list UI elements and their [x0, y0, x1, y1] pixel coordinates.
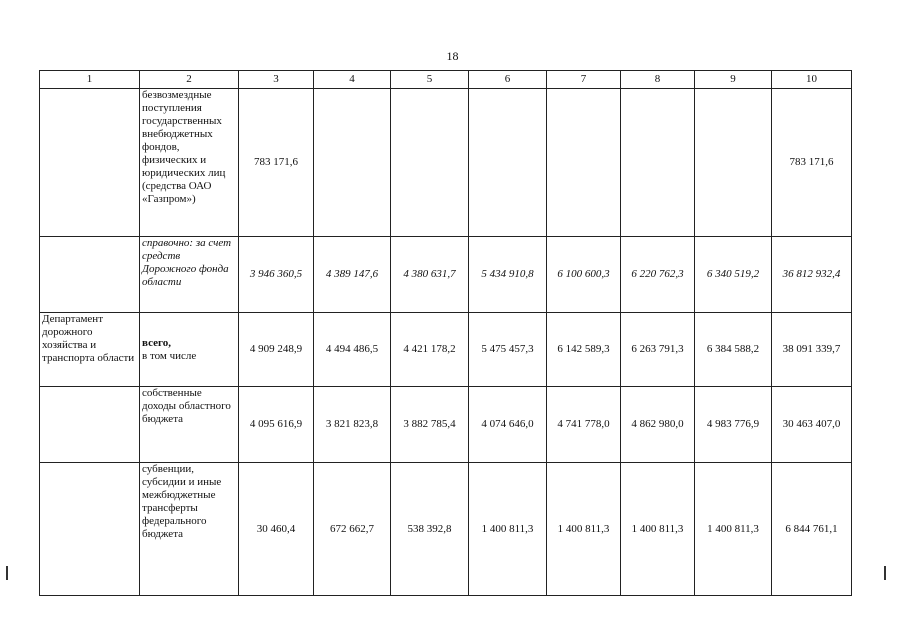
organization-cell — [40, 237, 140, 313]
value-cell: 1 400 811,3 — [469, 463, 547, 596]
value-cell: 6 340 519,2 — [695, 237, 772, 313]
source-cell: безвозмездные поступления государственных внебюджетных фондов, физических и юридических лиц (средства ОАО «Газпром») — [140, 89, 239, 237]
page-number: 18 — [446, 49, 459, 63]
source-cell: справочно: за счет средств Дорожного фонда области — [140, 237, 239, 313]
table-row — [40, 313, 852, 387]
value-cell: 672 662,7 — [314, 463, 391, 596]
table-row — [40, 463, 852, 596]
value-cell: 783 171,6 — [772, 89, 852, 237]
value-cell: 6 100 600,3 — [547, 237, 621, 313]
column-header: 9 — [695, 71, 772, 89]
value-cell: 4 494 486,5 — [314, 313, 391, 387]
value-cell: 1 400 811,3 — [547, 463, 621, 596]
value-cell: 38 091 339,7 — [772, 313, 852, 387]
column-header: 2 — [140, 71, 239, 89]
column-header: 10 — [772, 71, 852, 89]
organization-cell — [40, 89, 140, 237]
table-row — [40, 89, 852, 237]
value-cell: 4 983 776,9 — [695, 387, 772, 463]
value-cell: 6 220 762,3 — [621, 237, 695, 313]
column-header: 8 — [621, 71, 695, 89]
value-cell: 30 463 407,0 — [772, 387, 852, 463]
value-cell: 6 142 589,3 — [547, 313, 621, 387]
source-cell — [140, 313, 239, 387]
value-cell: 4 862 980,0 — [621, 387, 695, 463]
scan-mark — [6, 566, 8, 580]
organization-cell — [40, 463, 140, 596]
value-cell — [314, 89, 391, 237]
value-cell: 6 384 588,2 — [695, 313, 772, 387]
column-header: 7 — [547, 71, 621, 89]
value-cell: 1 400 811,3 — [695, 463, 772, 596]
scan-mark — [884, 566, 886, 580]
organization-cell — [40, 387, 140, 463]
column-header: 6 — [469, 71, 547, 89]
value-cell: 4 074 646,0 — [469, 387, 547, 463]
table-row — [40, 387, 852, 463]
total-label: всего, — [142, 336, 171, 349]
value-cell: 6 263 791,3 — [621, 313, 695, 387]
value-cell: 1 400 811,3 — [621, 463, 695, 596]
value-cell: 6 844 761,1 — [772, 463, 852, 596]
source-cell: собственные доходы областного бюджета — [140, 387, 239, 463]
value-cell: 5 434 910,8 — [469, 237, 547, 313]
value-cell: 3 882 785,4 — [391, 387, 469, 463]
value-cell: 783 171,6 — [239, 89, 314, 237]
value-cell: 4 389 147,6 — [314, 237, 391, 313]
budget-table — [39, 70, 852, 596]
value-cell: 3 946 360,5 — [239, 237, 314, 313]
column-header: 5 — [391, 71, 469, 89]
including-label: в том числе — [142, 349, 197, 362]
value-cell: 4 741 778,0 — [547, 387, 621, 463]
organization-cell: Департамент дорожного хозяйства и транспорта области — [40, 313, 140, 387]
value-cell: 36 812 932,4 — [772, 237, 852, 313]
column-header: 3 — [239, 71, 314, 89]
value-cell: 4 095 616,9 — [239, 387, 314, 463]
column-header: 4 — [314, 71, 391, 89]
value-cell — [469, 89, 547, 237]
source-cell: субвенции, субсидии и иные межбюджетные трансферты федерального бюджета — [140, 463, 239, 596]
value-cell — [621, 89, 695, 237]
value-cell: 5 475 457,3 — [469, 313, 547, 387]
table-row — [40, 237, 852, 313]
value-cell: 4 421 178,2 — [391, 313, 469, 387]
value-cell: 4 909 248,9 — [239, 313, 314, 387]
value-cell: 538 392,8 — [391, 463, 469, 596]
value-cell — [547, 89, 621, 237]
value-cell: 3 821 823,8 — [314, 387, 391, 463]
value-cell — [695, 89, 772, 237]
value-cell — [391, 89, 469, 237]
value-cell: 4 380 631,7 — [391, 237, 469, 313]
table-header-row — [40, 71, 852, 89]
column-header: 1 — [40, 71, 140, 89]
value-cell: 30 460,4 — [239, 463, 314, 596]
